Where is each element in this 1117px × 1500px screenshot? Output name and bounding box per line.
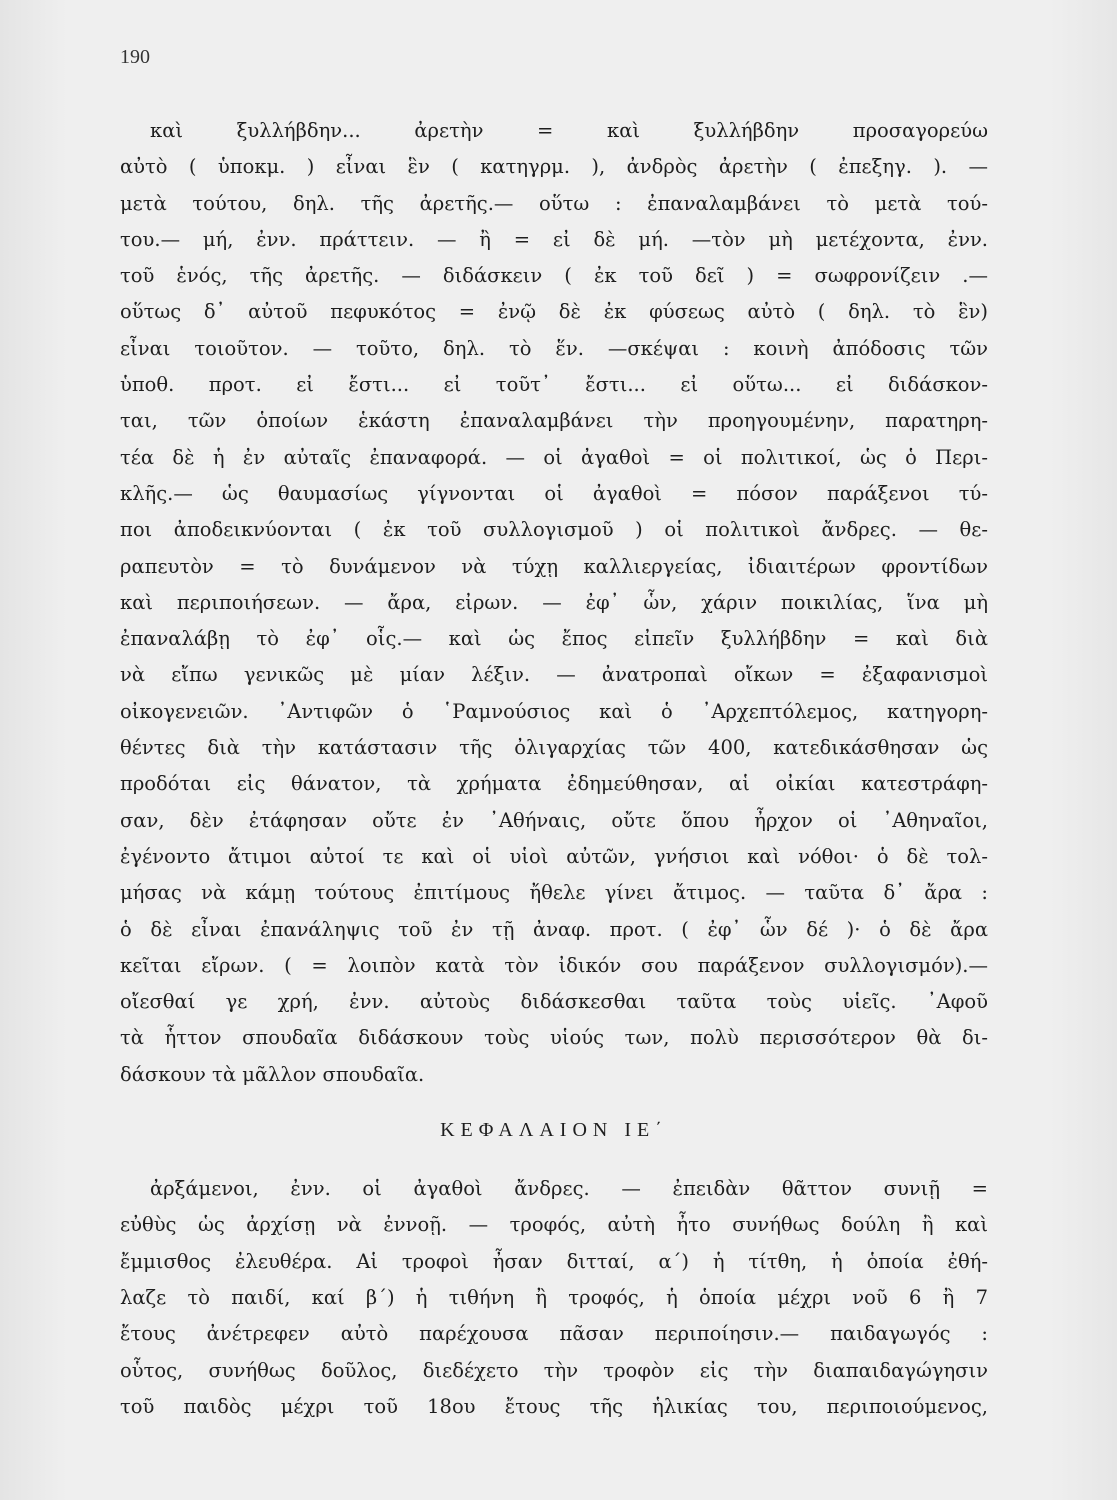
text-line: αὐτὸ ( ὑποκμ. ) εἶναι ἓν ( κατηγρμ. ), ἀνδρὸς ἀρετὴν ( ἐπεξηγ. ). — [120, 155, 988, 179]
text-line: τοῦ παιδὸς μέχρι τοῦ 18ου ἔτους τῆς ἡλικίας του, περιποιούμενος, [120, 1394, 988, 1418]
text-line: του.— μή, ἐνν. πράττειν. — ἢ = εἰ δὲ μή. —τὸν μὴ μετέχοντα, ἐνν. [120, 227, 988, 251]
text-line: μήσας νὰ κάμῃ τούτους ἐπιτίμους ἤθελε γίνει ἄτιμος. — ταῦτα δ᾽ ἄρα : [120, 881, 988, 905]
text-line: κεῖται εἴρων. ( = λοιπὸν κατὰ τὸν ἰδικόν σου παράξενον συλλογισμόν).— [120, 953, 988, 977]
text-line: ἐπαναλάβῃ τὸ ἐφ᾽ οἷς.— καὶ ὡς ἔπος εἰπεῖν ξυλλήβδην = καὶ διὰ [120, 627, 988, 651]
text-line: προδόται εἰς θάνατον, τὰ χρήματα ἐδημεύθησαν, αἱ οἰκίαι κατεστράφη- [120, 772, 988, 796]
text-line: οὗτος, συνήθως δοῦλος, διεδέχετο τὴν τροφὸν εἰς τὴν διαπαιδαγώγησιν [120, 1358, 988, 1382]
text-line: λαζε τὸ παιδί, καί β΄) ἡ τιθήνη ἢ τροφός, ἡ ὁποία μέχρι νοῦ 6 ἢ 7 [120, 1285, 988, 1309]
commentary-paragraph-2 [120, 1171, 988, 1425]
text-line: μετὰ τούτου, δηλ. τῆς ἀρετῆς.— οὕτω : ἐπαναλαμβάνει τὸ μετὰ τού- [120, 191, 988, 215]
text-line: ὁ δὲ εἶναι ἐπανάληψις τοῦ ἐν τῇ ἀναφ. προτ. ( ἐφ᾽ ὧν δέ )· ὁ δὲ ἄρα [120, 917, 988, 941]
text-line: εὐθὺς ὡς ἀρχίσῃ νὰ ἐννοῇ. — τροφός, αὐτὴ ἦτο συνήθως δούλη ἢ καὶ [120, 1213, 988, 1237]
text-line: τοῦ ἑνός, τῆς ἀρετῆς. — διδάσκειν ( ἐκ τοῦ δεῖ ) = σωφρονίζειν .— [120, 264, 988, 288]
text-line: ραπευτὸν = τὸ δυνάμενον νὰ τύχῃ καλλιεργείας, ἰδιαιτέρων φροντίδων [120, 554, 988, 578]
text-line: δάσκουν τὰ μᾶλλον σπουδαῖα. [120, 1062, 425, 1086]
text-line: ὑποθ. προτ. εἰ ἔστι... εἰ τοῦτ᾽ ἔστι... εἰ οὕτω... εἰ διδάσκον- [120, 373, 988, 397]
text-line: ἔτους ἀνέτρεφεν αὐτὸ παρέχουσα πᾶσαν περιποίησιν.— παιδαγωγός : [120, 1322, 988, 1346]
text-line: νὰ εἴπω γενικῶς μὲ μίαν λέξιν. — ἀνατροπαὶ οἴκων = ἐξαφανισμοὶ [120, 663, 988, 687]
commentary-paragraph-1 [120, 113, 988, 1093]
text-line: οὕτως δ᾽ αὐτοῦ πεφυκότος = ἐνῷ δὲ ἐκ φύσεως αὐτὸ ( δηλ. τὸ ἓν) [120, 300, 988, 324]
text-line: τέα δὲ ἡ ἐν αὐταῖς ἐπαναφορά. — οἱ ἀγαθοὶ = οἱ πολιτικοί, ὡς ὁ Περι- [120, 445, 988, 469]
text-line: ἔμμισθος ἐλευθέρα. Αἱ τροφοὶ ἦσαν διτταί, α΄) ἡ τίτθη, ἡ ὁποία ἐθή- [120, 1249, 988, 1273]
text-line: σαν, δὲν ἐτάφησαν οὔτε ἐν ᾽Αθήναις, οὔτε ὅπου ἦρχον οἱ ᾽Αθηναῖοι, [120, 808, 988, 832]
text-line: ἀρξάμενοι, ἐνν. οἱ ἀγαθοὶ ἄνδρες. — ἐπειδὰν θᾶττον συνιῇ = [150, 1177, 988, 1201]
text-line: οἴεσθαί γε χρή, ἐνν. αὐτοὺς διδάσκεσθαι ταῦτα τοὺς υἱεῖς. ᾽Αφοῦ [120, 990, 988, 1014]
text-line: θέντες διὰ τὴν κατάστασιν τῆς ὀλιγαρχίας τῶν 400, κατεδικάσθησαν ὡς [120, 736, 988, 760]
section-heading: ΚΕΦΑΛΑΙΟΝ ΙΕ΄ [440, 1119, 668, 1142]
text-line: εἶναι τοιοῦτον. — τοῦτο, δηλ. τὸ ἕν. —σκέψαι : κοινὴ ἀπόδοσις τῶν [120, 336, 988, 360]
text-line: οἰκογενειῶν. ᾽Αντιφῶν ὁ ῾Ραμνούσιος καὶ ὁ ᾽Αρχεπτόλεμος, κατηγορη- [120, 699, 988, 723]
text-line: κλῆς.— ὡς θαυμασίως γίγνονται οἱ ἀγαθοὶ = πόσον παράξενοι τύ- [120, 481, 988, 505]
text-line: ποι ἀποδεικνύονται ( ἐκ τοῦ συλλογισμοῦ ) οἱ πολιτικοὶ ἄνδρες. — θε- [120, 518, 988, 542]
text-line: καὶ ξυλλήβδην... ἀρετὴν = καὶ ξυλλήβδην προσαγορεύω [150, 119, 988, 142]
text-line: ἐγένοντο ἄτιμοι αὐτοί τε καὶ οἱ υἱοὶ αὐτῶν, γνήσιοι καὶ νόθοι· ὁ δὲ τολ- [120, 844, 988, 868]
text-line: καὶ περιποιήσεων. — ἄρα, εἰρων. — ἐφ᾽ ὧν, χάριν ποικιλίας, ἵνα μὴ [120, 590, 988, 614]
page-number: 190 [120, 46, 150, 68]
text-line: ται, τῶν ὁποίων ἑκάστη ἐπαναλαμβάνει τὴν προηγουμένην, παρατηρη- [120, 409, 988, 433]
text-line: τὰ ἧττον σπουδαῖα διδάσκουν τοὺς υἱούς των, πολὺ περισσότερον θὰ δι- [120, 1026, 988, 1050]
main-text [120, 113, 988, 1425]
